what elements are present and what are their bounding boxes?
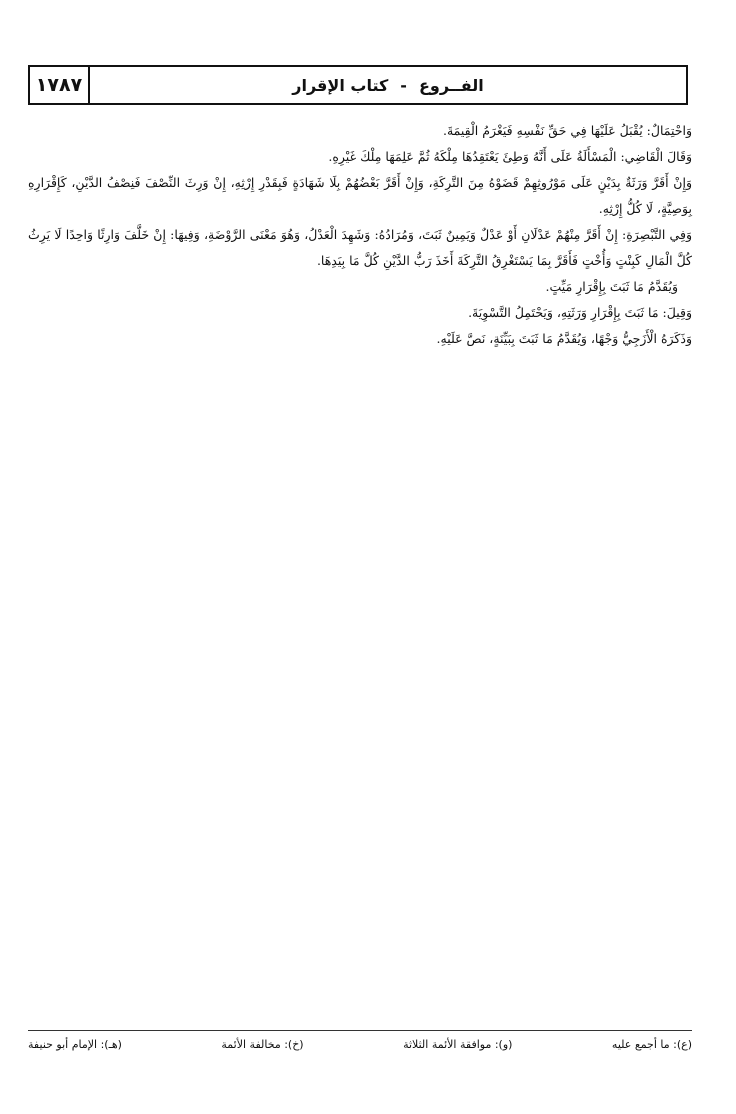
footnote-kha: (خ): مخالفة الأئمة (221, 1038, 304, 1051)
title-separator: - (400, 75, 407, 95)
page-header (28, 65, 688, 105)
book-title: الفــروع (418, 75, 484, 95)
footnote-ayn: (ع): ما أجمع عليه (611, 1038, 692, 1051)
paragraph: وَقَالَ الْقَاضِي: الْمَسْأَلَةُ عَلَى أَنَّهُ وَطِئَ يَعْتَقِدُهَا مِلْكَهُ ثُمَّ عَلِمَهَا مِلْكَ غَيْرِهِ. (328, 149, 692, 164)
paragraph: وَقِيلَ: مَا ثَبَتَ بِإِقْرَارِ وَرَثَتِهِ، وَيَحْتَمِلُ التَّسْوِيَةَ. (468, 305, 692, 320)
page-number: ١٧٨٧ (30, 67, 90, 103)
footnote-ha: (هـ): الإمام أبو حنيفة (28, 1038, 122, 1051)
paragraph: وَإِنْ أَقَرَّ وَرَثَةٌ بِدَيْنٍ عَلَى مَوْرُوثِهِمْ قَضَوْهُ مِنَ التَّرِكَةِ، وَإِنْ أَقَرَّ بَعْضُهُمْ بِلَا شَهَادَةٍ فَبِقَدْرِ إِرْثِهِ، إِنْ وَرِثَ النِّصْفَ فَنِصْفُ الدَّيْنِ، كَإِقْرَارِهِ بِوَصِيَّةٍ، لَا كُلُّ إِرْثِهِ. (28, 175, 692, 216)
paragraph: وَاحْتِمَالٌ: يُقْبَلُ عَلَيْهَا فِي حَقِّ نَفْسِهِ فَيَغْرَمُ الْقِيمَةَ. (442, 123, 692, 138)
running-title (90, 67, 686, 103)
paragraph: وَذَكَرَهُ الْأَزَجِيُّ وَجْهًا، وَيُقَدَّمُ مَا ثَبَتَ بِبَيِّنَةٍ، نَصَّ عَلَيْهِ. (436, 331, 692, 346)
footnote-waw: (و): موافقة الأئمة الثلاثة (403, 1038, 513, 1051)
main-text (28, 118, 692, 352)
paragraph: وَيُقَدَّمُ مَا ثَبَتَ بِإِقْرَارِ مَيِّتٍ. (545, 279, 678, 294)
footnote-legend (28, 1038, 692, 1051)
chapter-title: كتاب الإقرار (292, 75, 389, 95)
paragraph: وَفِي التَّبْصِرَةِ: إِنْ أَقَرَّ مِنْهُمْ عَدْلَانِ أَوْ عَدْلٌ وَيَمِينٌ ثَبَتَ، وَمُرَادُهُ: وَشَهِدَ الْعَدْلُ، وَهُوَ مَعْنَى الرَّوْضَةِ، وَفِيهَا: إِنْ خَلَّفَ وَارِثًا وَاحِدًا لَا يَرِثُ كُلَّ الْمَالِ كَبِنْتٍ وَأُخْتٍ فَأَقَرَّ بِمَا يَسْتَغْرِقُ التَّرِكَةَ أَخَذَ رَبُّ الدَّيْنِ كُلَّ مَا بِيَدِهَا. (28, 227, 692, 268)
footnote-divider (28, 1030, 692, 1031)
